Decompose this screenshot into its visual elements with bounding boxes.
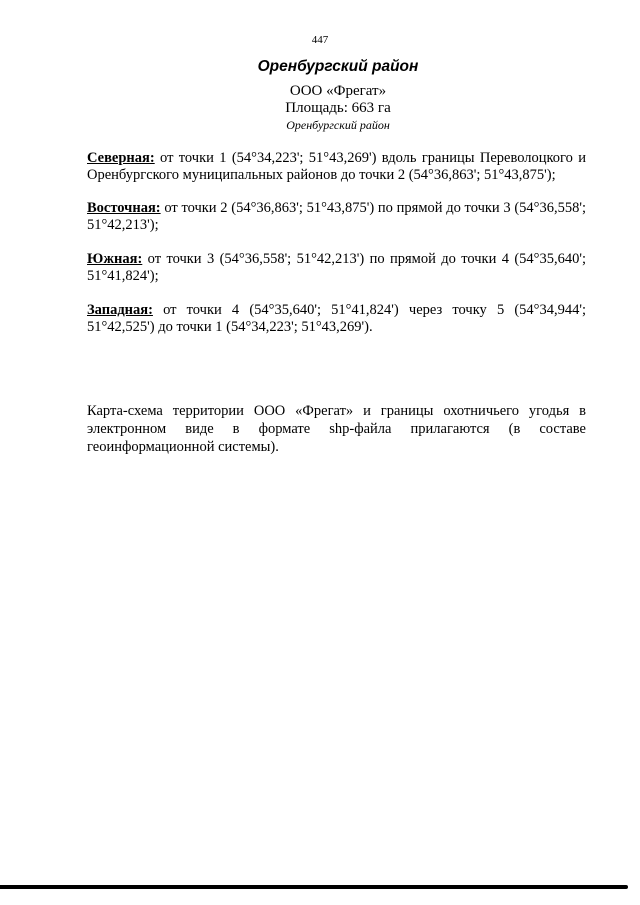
- map-scheme-note: Карта-схема территории ООО «Фрегат» и границы охотничьего угодья в электронном виде в формате shp-файла прилагаются (в составе геоинформационной системы).: [87, 403, 586, 455]
- boundary-east: [87, 200, 586, 234]
- boundary-north-text: от точки 1 (54°34,223'; 51°43,269') вдоль границы Переволоцкого и Оренбургского муниципальных районов до точки 2 (54°36,863'; 51°43,875');: [87, 150, 586, 183]
- bottom-rule: [0, 885, 628, 889]
- boundary-east-text: от точки 2 (54°36,863'; 51°43,875') по прямой до точки 3 (54°36,558'; 51°42,213');: [87, 200, 586, 233]
- area-line: Площадь: 663 га: [285, 100, 391, 116]
- boundary-west-label: Западная:: [87, 302, 153, 318]
- district-title: Оренбургский район: [257, 58, 419, 75]
- organization-name: ООО «Фрегат»: [289, 83, 387, 99]
- boundary-south: [87, 251, 586, 285]
- boundary-south-label: Южная:: [87, 251, 143, 267]
- boundary-south-text: от точки 3 (54°36,558'; 51°42,213') по прямой до точки 4 (54°35,640'; 51°41,824');: [87, 251, 586, 284]
- boundary-west: [87, 302, 586, 336]
- boundary-north: [87, 150, 586, 184]
- district-subtitle: Оренбургский район: [286, 118, 390, 132]
- boundary-east-label: Восточная:: [87, 200, 161, 216]
- page-number: 447: [311, 34, 329, 46]
- boundary-west-text: от точки 4 (54°35,640'; 51°41,824') через точку 5 (54°34,944'; 51°42,525') до точки 1 (54°34,223'; 51°43,269').: [87, 302, 586, 335]
- boundary-north-label: Северная:: [87, 150, 155, 166]
